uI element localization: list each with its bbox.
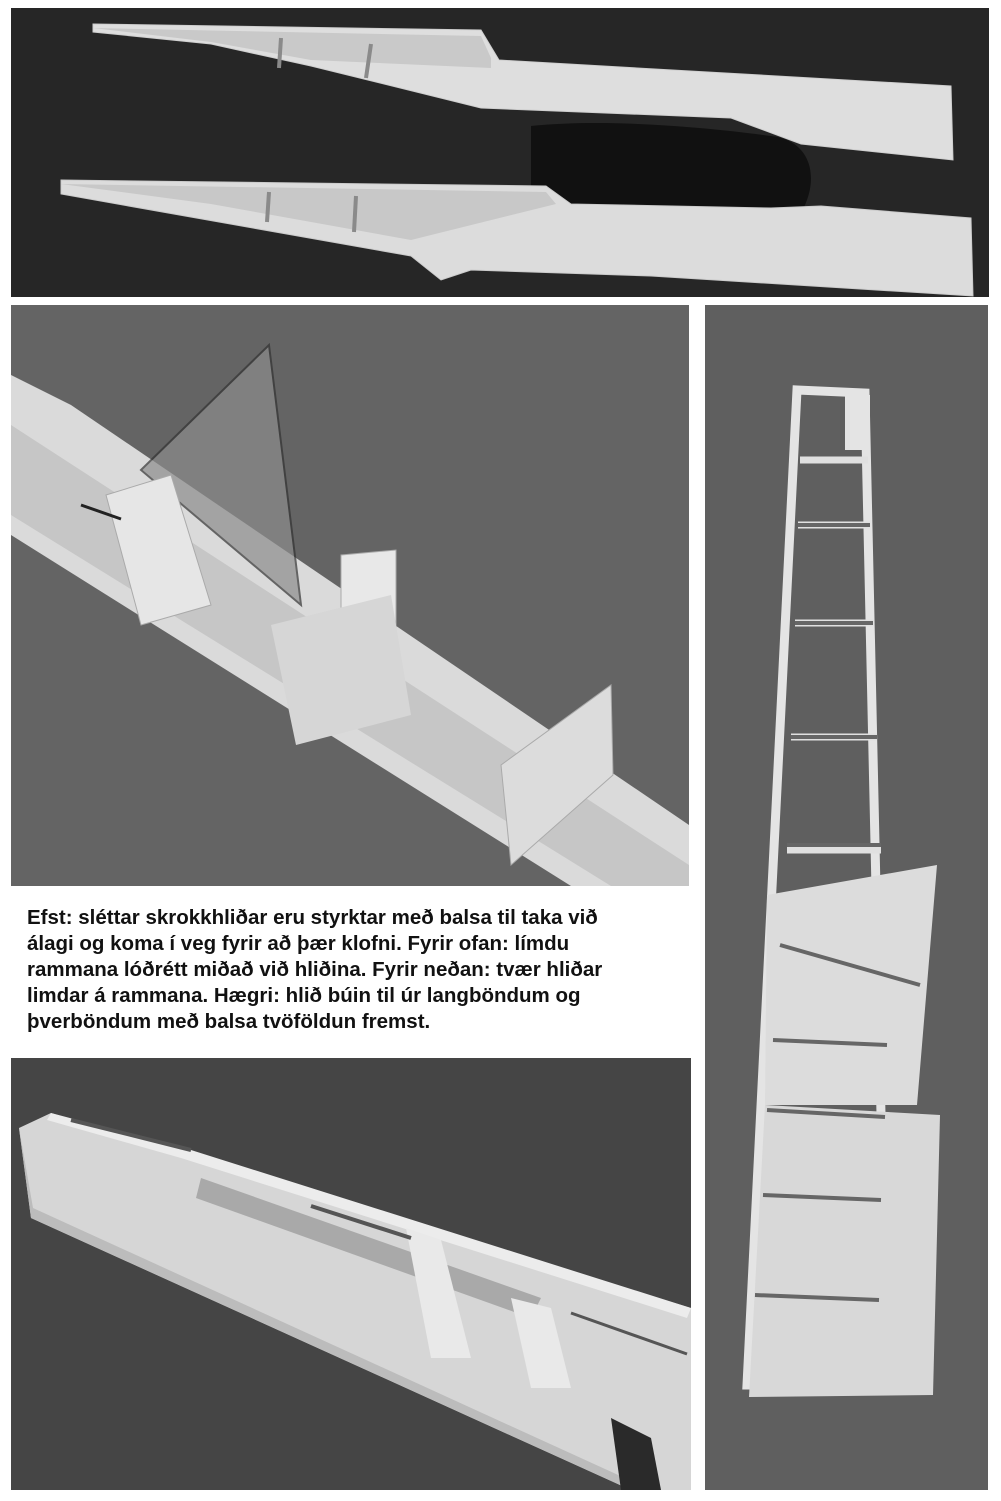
caption-line: þverböndum með balsa tvöföldun fremst.: [27, 1010, 431, 1033]
photo-fuselage-sides: [11, 8, 989, 297]
sides-glued-image: [11, 1058, 691, 1490]
caption-line: álagi og koma í veg fyrir að þær klofni. Fyrir ofan: límdu: [27, 932, 570, 955]
side-frame-image: [705, 305, 988, 1490]
caption-line: Efst: sléttar skrokkhliðar eru styrktar með balsa til taka við: [27, 906, 598, 929]
photo-side-frame: [705, 305, 988, 1490]
caption-line: rammana lóðrétt miðað við hliðina. Fyrir neðan: tvær hliðar: [27, 958, 603, 981]
fuselage-sides-image: [11, 8, 989, 297]
gluing-frames-image: [11, 305, 689, 886]
photo-sides-glued: [11, 1058, 691, 1490]
photo-gluing-frames: [11, 305, 689, 886]
photo-caption: [27, 905, 667, 1035]
caption-line: limdar á rammana. Hægri: hlið búin til úr langböndum og: [27, 984, 581, 1007]
